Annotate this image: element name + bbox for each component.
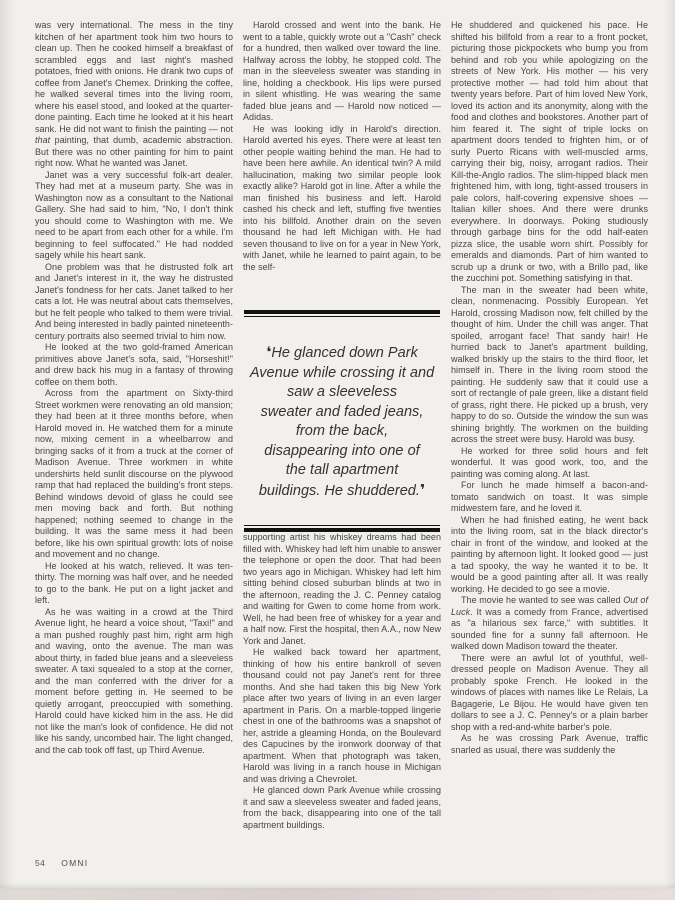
pull-quote-line: the tall apartment <box>285 462 399 478</box>
paragraph <box>243 785 441 831</box>
body-text: As he was crossing Park Avenue, traffic snarled as usual, there was suddenly the <box>451 733 648 755</box>
paragraph <box>451 20 648 285</box>
pull-quote-rule-bottom <box>244 525 440 532</box>
scan-edge-shading-bottom-fade <box>0 882 675 890</box>
pull-quote-line: sweater and faded jeans, <box>260 403 424 420</box>
scan-edge-shading-right <box>665 0 675 900</box>
body-text: Harold crossed and went into the bank. He went to a table, quickly wrote out a "Cash" check for a hundred, then walked over toward the line. Halfway across the lobby, he stopped cold. The man in the sleeveless sweater was standing in line, holding a checkbook. His lips were pursed in silent whistling. He was wearing the same faded blue jeans and — Harold now noticed — Adidas. <box>243 20 441 122</box>
paragraph <box>451 480 648 515</box>
rule-thick-bar <box>244 310 440 314</box>
body-text: The man in the sweater had been white, clean, nonmenacing. Possibly European. Yet Harold, crossing Madison now, felt chilled by the thought of him. Under the chill was anger. That spoiled, arrogant face! That sandy hair! He hurried back to Janet's apartment building, walked briskly up the stairs to the third floor, let himself in. There in the living room stood the painting. He suddenly saw that it could use a sort of rectangle of pale green, like a distant field of grass, right there. He picked up a brush, very happy to do so. Outside the window the sun was shining brightly. The workmen on the building across the street were busy. Harold was busy. <box>451 284 648 444</box>
text-column-middle <box>243 20 441 831</box>
pull-quote-rule-top <box>244 310 440 317</box>
close-quote-mark: ❜ <box>419 480 426 499</box>
body-text: He worked for three solid hours and felt wonderful. It was good work, too, and the painting was coming along. At last. <box>451 445 648 479</box>
pull-quote-line: Avenue while crossing it and <box>249 364 435 381</box>
body-text: He looked at his watch, relieved. It was ten-thirty. The morning was half over, and he needed to go to the bank. He put on a light jacket and left. <box>35 560 233 605</box>
body-text: Janet was a very successful folk-art dealer. They had met at a museum party. She was in Washington now as a consultant to the National Gallery. She had said to him, "No, I don't think you should come to Washington with me. We need to be apart from each other for a while. I'm beginning to feel suffocated." He had nodded sagely while his heart sank. <box>35 169 233 260</box>
body-text: He was looking idly in Harold's direction. Harold averted his eyes. There were at least ten other people waiting behind the man. He had to have been here awhile. An identical twin? A mild hallucination, making two similar people look exactly alike? Harold got in line. After a while the man finished his business and left. Harold cashed his check and left, stuffing five twenties into his billfold. Another drain on the seven thousand he had left Michigan with. He had seven thousand to live on for a year in New York, with Janet, while he learned to paint again, to be the self- <box>243 123 441 272</box>
paragraph <box>35 20 233 170</box>
magazine-name: OMNI <box>61 858 89 868</box>
paragraph <box>35 607 233 757</box>
open-quote-mark: ❛ <box>266 343 272 361</box>
paragraph <box>451 515 648 596</box>
page-footer <box>35 858 88 868</box>
body-text: supporting artist his whiskey dreams had been filled with. Whiskey had left him unable to answer the telephone or open the door. That had been two years ago in Michigan. Whiskey had left him sitting behind closed suburban blinds at two in the afternoon, reading the J. C. Penney catalog and waiting for Gwen to come home from work. Well, he had been free of whiskey for a year and a half now. First the hospital, then A.A., now New York and Janet. <box>243 532 441 646</box>
paragraph <box>35 262 233 343</box>
text-column-left <box>35 20 233 756</box>
body-text: He glanced down Park Avenue while crossing it and saw a sleeveless sweater and faded jeans, from the back, disappearing into one of the tall apartment buildings. <box>243 785 441 830</box>
italic-text: that <box>35 135 51 145</box>
rule-thin-line <box>244 525 440 526</box>
pull-quote-line: ❛He glanced down Park <box>266 343 418 361</box>
paragraph <box>451 653 648 734</box>
paragraph <box>35 561 233 607</box>
page-number: 54 <box>35 858 46 868</box>
body-text: For lunch he made himself a bacon-and-tomato sandwich on toast. It was simple midwestern fare, and he loved it. <box>451 480 648 513</box>
pull-quote-line: from the back, <box>295 423 389 439</box>
pull-quote-line: saw a sleeveless <box>286 384 398 400</box>
pull-quote <box>247 343 437 501</box>
paragraph <box>451 595 648 653</box>
paragraph <box>243 647 441 785</box>
body-text: painting, that dumb, academic abstraction. But there was no other painting for him to paint right now. What he wanted was Janet. <box>35 135 233 168</box>
paragraph <box>451 733 648 756</box>
paragraph <box>243 532 441 647</box>
body-text: He looked at the two gold-framed American primitives above Janet's sofa, said, "Horseshit!" and drew back his mug in a fantasy of throwing coffee on them both. <box>35 342 233 387</box>
paragraph <box>35 170 233 262</box>
body-text: When he had finished eating, he went back into the living room, sat in the black director's chair in front of the window, and looked at the painting by afternoon light. It looked good — just a tad spooky, the way he wanted it to be. It would be a good painting after all. It was really working. He decided to go see a movie. <box>451 514 648 594</box>
body-text: He shuddered and quickened his pace. He shifted his billfold from a rear to a front pocket, picturing those pickpockets who bump you from behind and rob you while apologizing on the streets of New York. His mother — his very protective mother — had told him about that twenty years before. Part of him loved New York, loved its action and its anonymity, along with the food and clothes and bookstores. Another part of him feared it. The sight of triple locks on apartment doors tended to frighten him, or of surly Puerto Ricans with well-muscled arms, carrying their big, noisy, arrogant radios. Their Kill-the-Anglo radios. The slim-hipped black men frightened him, with long, tight-assed trousers in pale colors, half-covering expensive shoes — Italian killer shoes. And there were drunks everywhere. In doorways. Poking studiously through garbage bins for the odd half-eaten pizza slice, the usable worn shirt. Possibly for emeralds and diamonds. Part of him wanted to scrub up a drunk or two, with a Brillo pad, like the zucchini pot. Something satisfying in that. <box>451 20 648 283</box>
rule-thin-line <box>244 316 440 317</box>
body-text: He walked back toward her apartment, thinking of how his entire bankroll of seven thousand could not pay Janet's rent for three months. And she had taken this big New York place after two years of living in an even larger apartment in Paris. On a marble-topped lingerie chest in one of the bathrooms was a snapshot of her, astride a gleaming Honda, on the Boulevard des Capucines by the ironwork doorway of that apartment. When that photograph was taken, Harold was living in a ranch house in Michigan and was driving a Chevrolet. <box>243 647 441 784</box>
scan-edge-shading-left <box>0 0 14 900</box>
paragraph <box>35 342 233 388</box>
body-text: . It was a comedy from France, advertised as "a hilarious sex farce," with subtitles. It sounded fine for a sunny fall afternoon. He walked down Madison toward the theater. <box>451 606 648 651</box>
body-text: was very international. The mess in the tiny kitchen of her apartment took him two hours to clean up. Then he cooked himself a breakfast of scrambled eggs and last night's mashed potatoes, fried with onions. He drank two cups of coffee from Janet's Chemex. Drinking the coffee, he walked several times into the living room, where his easel stood, and looked at the quarter-done painting. Each time he looked at it his heart sank. He did not want to finish the painting — not <box>35 20 233 134</box>
paragraph <box>35 388 233 561</box>
body-text: There were an awful lot of youthful, well-dressed people on Madison Avenue. They all probably spoke French. He looked in the windows of places with names like Le Relais, La Bagagerie, Le Bijou. He would have given ten dollars to see a J. C. Penney's or a plain barber shop with a red-and-white barber's pole. <box>451 652 648 732</box>
paragraph <box>451 446 648 481</box>
italic-text: Out of Luck <box>451 595 648 617</box>
column-middle-upper-text <box>243 20 441 310</box>
paragraph <box>451 285 648 446</box>
body-text: Across from the apartment on Sixty-third Street workmen were renovating an old mansion; they had been at it three months before, when Harold moved in. He watched them for a minute now, mixing cement in a wheelbarrow and bringing sacks of it from a truck at the corner of Madison Avenue. Three workmen in white undershirts held sunlit discourse on the plywood ramp that had replaced the building's front steps. Behind windows devoid of glass he could see men moving back and forth. But nothing happened; nothing seemed to change in the building. It was the same mess it had been before, like his own spiritual growth: lots of noise and movement and no change. <box>35 388 233 559</box>
body-text: As he was waiting in a crowd at the Third Avenue light, he heard a voice shout, "Taxi!" and a man pushed roughly past him, right arm high and waving, onto the avenue. The man was about thirty, in faded blue jeans and a sleeveless sweater. A taxi squealed to a stop at the corner, and the man conferred with the driver for a moment before getting in. He seemed to be quietly arrogant, preoccupied with something. Harold could have kicked him in the ass. He did not like the man's look of confidence. He did not like his sandy, uncombed hair. The light changed, and the cab took off fast, up Third Avenue. <box>35 606 233 755</box>
body-text: One problem was that he distrusted folk art and Janet's interest in it, the way he distrusted Janet's fondness for her cats. Janet talked to her cats a lot. He was neutral about cats themselves, but he felt people who talked to them were trivial. And being interested in badly painted nineteenth-century portraits also seemed trivial to him now. <box>35 261 233 341</box>
paragraph <box>243 20 441 124</box>
pull-quote-line: buildings. He shuddered.❜ <box>258 480 426 499</box>
column-middle-lower-text <box>243 532 441 831</box>
paragraph <box>243 124 441 274</box>
pull-quote-line: disappearing into one of <box>264 442 420 459</box>
body-text: The movie he wanted to see was called <box>461 595 624 605</box>
scan-edge-shading-bottom <box>0 888 675 900</box>
text-column-right <box>451 20 648 756</box>
